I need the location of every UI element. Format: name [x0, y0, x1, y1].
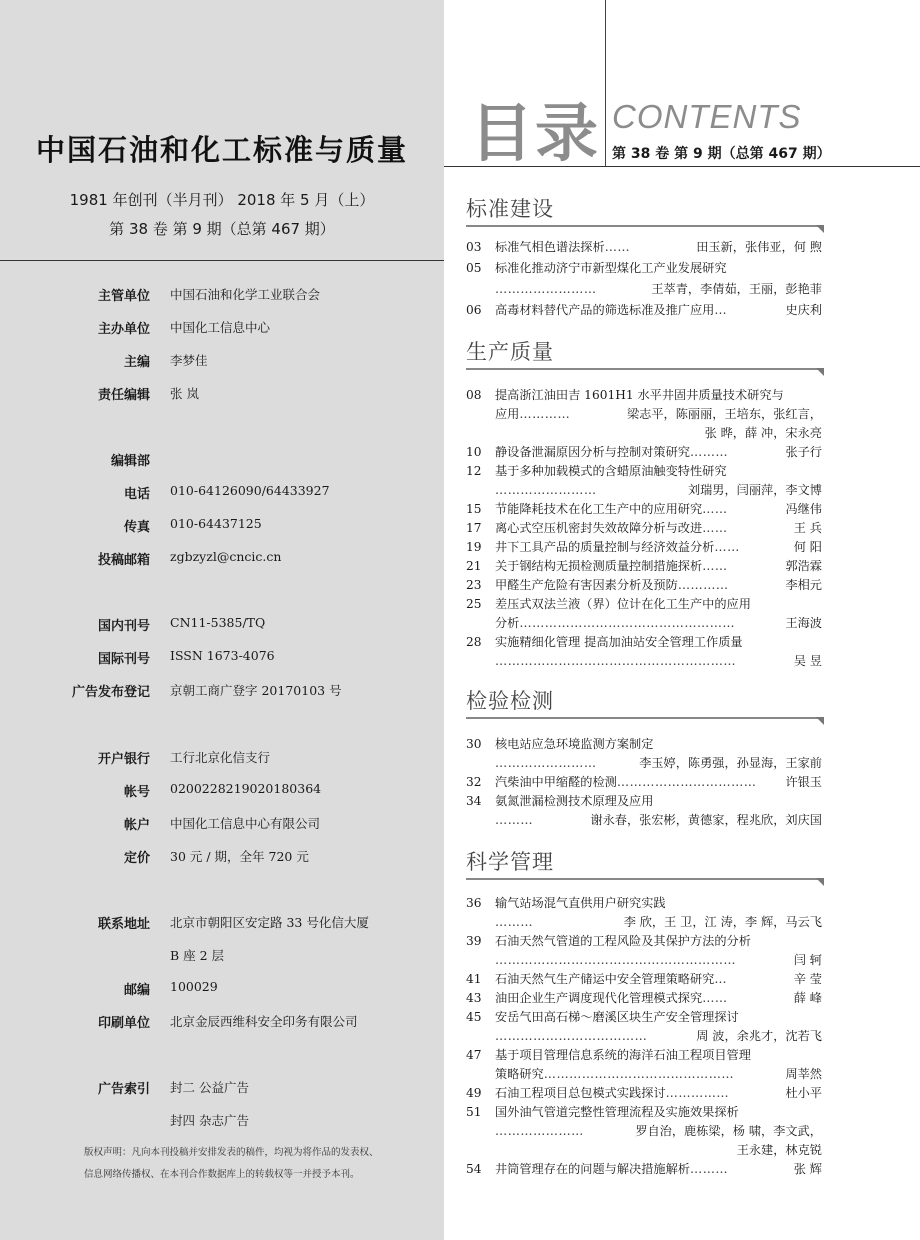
toc-leader: ……… — [690, 1162, 729, 1176]
toc-title: 安岳气田高石梯～磨溪区块生产安全管理探讨 — [495, 1010, 739, 1024]
masthead-row — [0, 781, 444, 805]
toc-entry[interactable] — [466, 810, 822, 830]
masthead-row — [0, 946, 444, 970]
toc-title: 实施精细化管理 提高加油站安全管理工作质量 — [495, 635, 743, 649]
toc-entry[interactable] — [466, 613, 822, 633]
toc-author: 李相元 — [785, 578, 822, 592]
toc-author: 王 兵 — [793, 521, 822, 535]
toc-author: 张 辉 — [793, 1162, 822, 1176]
toc-page: 03 — [466, 240, 482, 254]
toc-leader: ………… — [677, 578, 729, 592]
toc-entry[interactable] — [466, 258, 822, 278]
toc-page: 15 — [466, 502, 482, 516]
toc-leader — [653, 791, 822, 811]
copyright-line: 版权声明：凡向本刊投稿并安排发表的稿件，均视为将作品的发表权、 — [84, 1147, 379, 1158]
masthead-value: 010-64437125 — [170, 516, 262, 531]
toc-leader — [739, 1007, 822, 1027]
toc-leader: ……………………………… — [495, 1029, 648, 1043]
header-divider — [605, 0, 606, 166]
masthead-label: 主办单位 — [97, 322, 150, 337]
masthead-value: 工行北京化信支行 — [170, 750, 271, 765]
toc-entry[interactable] — [466, 1140, 822, 1160]
toc-entry[interactable] — [466, 893, 822, 913]
section-title: 生产质量 — [466, 340, 554, 364]
toc-entry[interactable] — [466, 480, 822, 500]
section-bar — [466, 878, 824, 886]
section-bar — [466, 225, 824, 233]
toc-page: 49 — [466, 1086, 482, 1100]
masthead-row — [0, 847, 444, 871]
toc-leader: ……… — [690, 445, 729, 459]
masthead-value: 中国化工信息中心有限公司 — [170, 816, 321, 831]
toc-page: 45 — [466, 1010, 482, 1024]
toc-leader: …… — [702, 521, 728, 535]
toc-page: 23 — [466, 578, 482, 592]
toc-page: 08 — [466, 388, 482, 402]
toc-page: 39 — [466, 934, 482, 948]
toc-entry[interactable] — [466, 969, 822, 989]
toc-leader: ………………… — [495, 1124, 584, 1138]
toc-title: 输气站场混气直供用户研究实践 — [495, 896, 666, 910]
toc-title: 离心式空压机密封失效故障分析与改进 — [495, 521, 703, 535]
toc-author: 张 晔，薛 冲，宋永亮 — [704, 426, 822, 440]
toc-leader: ………………………………………………… — [495, 654, 737, 668]
toc-leader: ……………………………………… — [543, 1067, 735, 1081]
toc-entry[interactable] — [466, 1083, 822, 1103]
toc-leader — [653, 734, 822, 754]
toc-entry[interactable] — [466, 279, 822, 299]
toc-entry[interactable] — [466, 1064, 822, 1084]
toc-author: 张子行 — [785, 445, 822, 459]
masthead-row — [0, 516, 444, 540]
toc-author: 吴 昱 — [793, 654, 822, 668]
toc-title: 标准气相色谱法探析 — [495, 240, 605, 254]
toc-title: 基于项目管理信息系统的海洋石油工程项目管理 — [495, 1048, 751, 1062]
contents-title-en: CONTENTS — [612, 98, 802, 135]
toc-author: 冯继伟 — [785, 502, 822, 516]
toc-title: 核电站应急环境监测方案制定 — [495, 737, 654, 751]
toc-title: 井筒管理存在的问题与解决措施解析 — [495, 1162, 690, 1176]
toc-page: 34 — [466, 794, 482, 808]
toc-author: 王海波 — [785, 616, 822, 630]
toc-page: 47 — [466, 1048, 482, 1062]
masthead-value: 北京市朝阳区安定路 33 号化信大厦 — [170, 915, 369, 930]
copyright-notice — [84, 1142, 424, 1186]
toc-title: 汽柴油中甲缩醛的检测 — [495, 775, 617, 789]
toc-entry[interactable] — [466, 442, 822, 462]
toc-title: 提高浙江油田吉 1601H1 水平井固井质量技术研究与 — [495, 388, 784, 402]
toc-leader: ………… — [519, 407, 571, 421]
masthead-value: 张 岚 — [170, 386, 199, 401]
masthead-label: 主编 — [123, 355, 150, 370]
toc-page: 36 — [466, 896, 482, 910]
toc-page: 19 — [466, 540, 482, 554]
toc-author: 梁志平，陈丽丽，王培东，张红言， — [627, 407, 822, 421]
toc-entry[interactable] — [466, 632, 822, 652]
toc-author: 罗自治，鹿栋梁，杨 啸，李文武， — [635, 1124, 822, 1138]
masthead-label: 印刷单位 — [97, 1016, 150, 1031]
toc-author: 许银玉 — [785, 775, 822, 789]
toc-leader — [727, 461, 822, 481]
toc-title: 标准化推动济宁市新型煤化工产业发展研究 — [495, 261, 727, 275]
toc-leader: …………… — [665, 1086, 730, 1100]
masthead-label: 国际刊号 — [97, 652, 150, 667]
toc-entry[interactable] — [466, 988, 822, 1008]
toc-entry[interactable] — [466, 499, 822, 519]
masthead-label: 传真 — [123, 520, 150, 535]
masthead-value: B 座 2 层 — [170, 948, 225, 963]
toc-title: 静设备泄漏原因分析与控制对策研究 — [495, 445, 690, 459]
toc-entry[interactable] — [466, 734, 822, 754]
masthead-value: zgbzyzl@cncic.cn — [170, 549, 282, 564]
toc-leader: ………………………………………………… — [495, 953, 737, 967]
toc-author: 田玉新，张伟亚，何 煦 — [696, 240, 822, 254]
toc-leader — [784, 385, 822, 405]
masthead-panel — [0, 0, 444, 1240]
toc-entry[interactable] — [466, 753, 822, 773]
masthead-value: 100029 — [170, 979, 218, 994]
masthead-row — [0, 615, 444, 639]
toc-entry[interactable] — [466, 594, 822, 614]
toc-page: 06 — [466, 303, 482, 317]
masthead-label: 联系地址 — [97, 917, 150, 932]
contents-title-cn: 目录 — [470, 97, 600, 170]
toc-title: 甲醛生产危险有害因素分析及预防 — [495, 578, 678, 592]
toc-title: 石油天然气管道的工程风险及其保护方法的分析 — [495, 934, 751, 948]
toc-entry[interactable] — [466, 518, 822, 538]
masthead-row — [0, 384, 444, 408]
masthead-row — [0, 351, 444, 375]
toc-title: 节能降耗技术在化工生产中的应用研究 — [495, 502, 703, 516]
toc-entry[interactable] — [466, 404, 822, 424]
masthead-label: 开户银行 — [97, 752, 150, 767]
toc-title: 高毒材料替代产品的筛选标准及推广应用 — [495, 303, 715, 317]
toc-entry[interactable] — [466, 461, 822, 481]
toc-page: 25 — [466, 597, 482, 611]
toc-page: 10 — [466, 445, 482, 459]
magazine-title: 中国石油和化工标准与质量 — [35, 133, 408, 167]
toc-author: 辛 莹 — [793, 972, 822, 986]
masthead-value: ISSN 1673-4076 — [170, 648, 275, 663]
masthead-value: 0200228219020180364 — [170, 781, 322, 796]
masthead-value: 京朝工商广登字 20170103 号 — [170, 683, 342, 698]
toc-page: 21 — [466, 559, 482, 573]
masthead-label: 主管单位 — [97, 289, 150, 304]
toc-author: 王萃青，李倩茹，王丽，彭艳菲 — [651, 282, 822, 296]
masthead-row — [0, 483, 444, 507]
toc-entry[interactable] — [466, 1026, 822, 1046]
masthead-value: 北京金辰西维科安全印务有限公司 — [170, 1014, 358, 1029]
masthead-value: 30 元 / 期，全年 720 元 — [170, 849, 309, 864]
toc-title: 基于多种加载模式的含蜡原油触变特性研究 — [495, 464, 727, 478]
masthead-label: 国内刊号 — [97, 619, 150, 634]
toc-author: 何 阳 — [793, 540, 822, 554]
masthead-row — [0, 648, 444, 672]
toc-entry[interactable] — [466, 912, 822, 932]
masthead-value: 李梦佳 — [170, 353, 208, 368]
toc-title: 氨氮泄漏检测技术原理及应用 — [495, 794, 654, 808]
toc-author: 郭浩霖 — [785, 559, 822, 573]
toc-leader — [751, 594, 822, 614]
toc-entry[interactable] — [466, 950, 822, 970]
toc-page: 05 — [466, 261, 482, 275]
toc-entry[interactable] — [466, 791, 822, 811]
header-rule — [444, 166, 920, 167]
toc-leader: ……… — [495, 813, 534, 827]
toc-leader: …………………… — [495, 282, 597, 296]
masthead-label: 责任编辑 — [97, 388, 150, 403]
section-title: 检验检测 — [466, 689, 554, 713]
toc-page: 12 — [466, 464, 482, 478]
toc-entry[interactable] — [466, 931, 822, 951]
toc-entry[interactable] — [466, 1159, 822, 1179]
toc-title: 应用 — [495, 407, 520, 421]
masthead-label: 电话 — [123, 487, 150, 502]
masthead-row — [0, 1111, 444, 1135]
masthead-label: 帐号 — [123, 785, 150, 800]
contents-issue: 第 38 卷 第 9 期（总第 467 期） — [612, 146, 831, 162]
copyright-line: 信息网络传播权、在本刊合作数据库上的转载权等一并授予本刊。 — [84, 1169, 360, 1180]
toc-author: 薛 峰 — [793, 991, 822, 1005]
toc-entry[interactable] — [466, 1102, 822, 1122]
masthead-label: 定价 — [123, 851, 150, 866]
section-bar — [466, 717, 824, 725]
masthead-row — [0, 1078, 444, 1102]
masthead-label: 帐户 — [123, 818, 150, 833]
masthead-label: 广告发布登记 — [71, 685, 150, 700]
toc-title: 策略研究 — [495, 1067, 544, 1081]
masthead-row — [0, 814, 444, 838]
toc-leader — [751, 931, 822, 951]
toc-page: 17 — [466, 521, 482, 535]
toc-author: 刘瑞男，闫丽萍，李文博 — [687, 483, 822, 497]
toc-entry[interactable] — [466, 1045, 822, 1065]
masthead-row — [0, 549, 444, 573]
toc-author: 周莘然 — [785, 1067, 822, 1081]
toc-leader: … — [714, 303, 728, 317]
toc-page: 41 — [466, 972, 482, 986]
toc-entry[interactable] — [466, 1121, 822, 1141]
toc-leader: …… — [714, 540, 740, 554]
toc-page: 30 — [466, 737, 482, 751]
toc-page: 54 — [466, 1162, 482, 1176]
toc-leader: …… — [702, 991, 728, 1005]
masthead-value: CN11-5385/TQ — [170, 615, 266, 630]
toc-leader: ……… — [495, 915, 534, 929]
masthead-label: 邮编 — [123, 983, 150, 998]
toc-leader — [727, 258, 822, 278]
toc-title: 差压式双法兰液（界）位计在化工生产中的应用 — [495, 597, 751, 611]
toc-author: 谢永春，张宏彬，黄德家，程兆欣，刘庆国 — [590, 813, 822, 827]
toc-leader: … — [714, 972, 728, 986]
toc-title: 石油工程项目总包模式实践探讨 — [495, 1086, 666, 1100]
toc-page: 43 — [466, 991, 482, 1005]
toc-entry[interactable] — [466, 423, 822, 443]
toc-leader: …… — [604, 240, 631, 254]
section-title: 科学管理 — [466, 850, 554, 874]
toc-leader: …… — [702, 502, 728, 516]
publication-info: 1981 年创刊（半月刊） 2018 年 5 月（上） — [69, 191, 375, 209]
masthead-label: 广告索引 — [97, 1082, 150, 1097]
toc-title: 油田企业生产调度现代化管理模式探究 — [495, 991, 703, 1005]
toc-author: 李玉婷，陈勇强，孙显海，王家前 — [639, 756, 822, 770]
toc-entry[interactable] — [466, 237, 822, 257]
toc-leader — [739, 1102, 822, 1122]
toc-entry[interactable] — [466, 537, 822, 557]
toc-entry[interactable] — [466, 385, 822, 405]
masthead-row — [0, 318, 444, 342]
toc-leader: …… — [702, 559, 728, 573]
toc-leader: …………………………… — [616, 775, 757, 789]
toc-page: 28 — [466, 635, 482, 649]
masthead-value: 封二 公益广告 — [170, 1080, 249, 1095]
toc-leader — [743, 632, 822, 652]
masthead-label: 编辑部 — [110, 454, 150, 469]
masthead-row — [0, 681, 444, 705]
masthead-value: 中国化工信息中心 — [170, 320, 271, 335]
masthead-row — [0, 979, 444, 1003]
masthead-value: 中国石油和化学工业联合会 — [170, 287, 321, 302]
masthead-row — [0, 913, 444, 937]
toc-author: 李 欣，王 卫，江 涛，李 辉，马云飞 — [623, 915, 822, 929]
toc-entry[interactable] — [466, 772, 822, 792]
masthead-row — [0, 450, 444, 474]
section-title: 标准建设 — [466, 197, 554, 221]
toc-leader: …………………… — [495, 756, 597, 770]
toc-title: 分析 — [495, 616, 520, 630]
masthead-row — [0, 748, 444, 772]
divider — [0, 260, 444, 261]
toc-leader — [751, 1045, 822, 1065]
section-bar — [466, 368, 824, 376]
toc-author: 周 波，余兆才，沈若飞 — [696, 1029, 822, 1043]
toc-leader: …………………………………………… — [519, 616, 736, 630]
toc-leader — [495, 1140, 737, 1160]
toc-entry[interactable] — [466, 556, 822, 576]
masthead-value: 010-64126090/64433927 — [170, 483, 330, 498]
toc-title: 国外油气管道完整性管理流程及实施效果探析 — [495, 1105, 739, 1119]
toc-page: 32 — [466, 775, 482, 789]
masthead-row — [0, 285, 444, 309]
toc-entry[interactable] — [466, 300, 822, 320]
masthead-row — [0, 1012, 444, 1036]
toc-page: 51 — [466, 1105, 482, 1119]
toc-leader: …………………… — [495, 483, 597, 497]
masthead-value: 封四 杂志广告 — [170, 1113, 249, 1128]
toc-author: 史庆利 — [785, 303, 822, 317]
masthead-label: 投稿邮箱 — [97, 553, 150, 568]
toc-entry[interactable] — [466, 1007, 822, 1027]
toc-author: 王永建，林克锐 — [736, 1143, 822, 1157]
toc-author: 闫 轲 — [793, 953, 822, 967]
toc-leader — [666, 893, 822, 913]
toc-entry[interactable] — [466, 651, 822, 671]
toc-leader — [495, 423, 705, 443]
toc-title: 石油天然气生产储运中安全管理策略研究 — [495, 972, 715, 986]
toc-entry[interactable] — [466, 575, 822, 595]
toc-author: 杜小平 — [785, 1086, 822, 1100]
issue-info: 第 38 卷 第 9 期（总第 467 期） — [109, 220, 335, 238]
toc-title: 关于钢结构无损检测质量控制措施探析 — [495, 559, 703, 573]
toc-title: 井下工具产品的质量控制与经济效益分析 — [495, 540, 715, 554]
